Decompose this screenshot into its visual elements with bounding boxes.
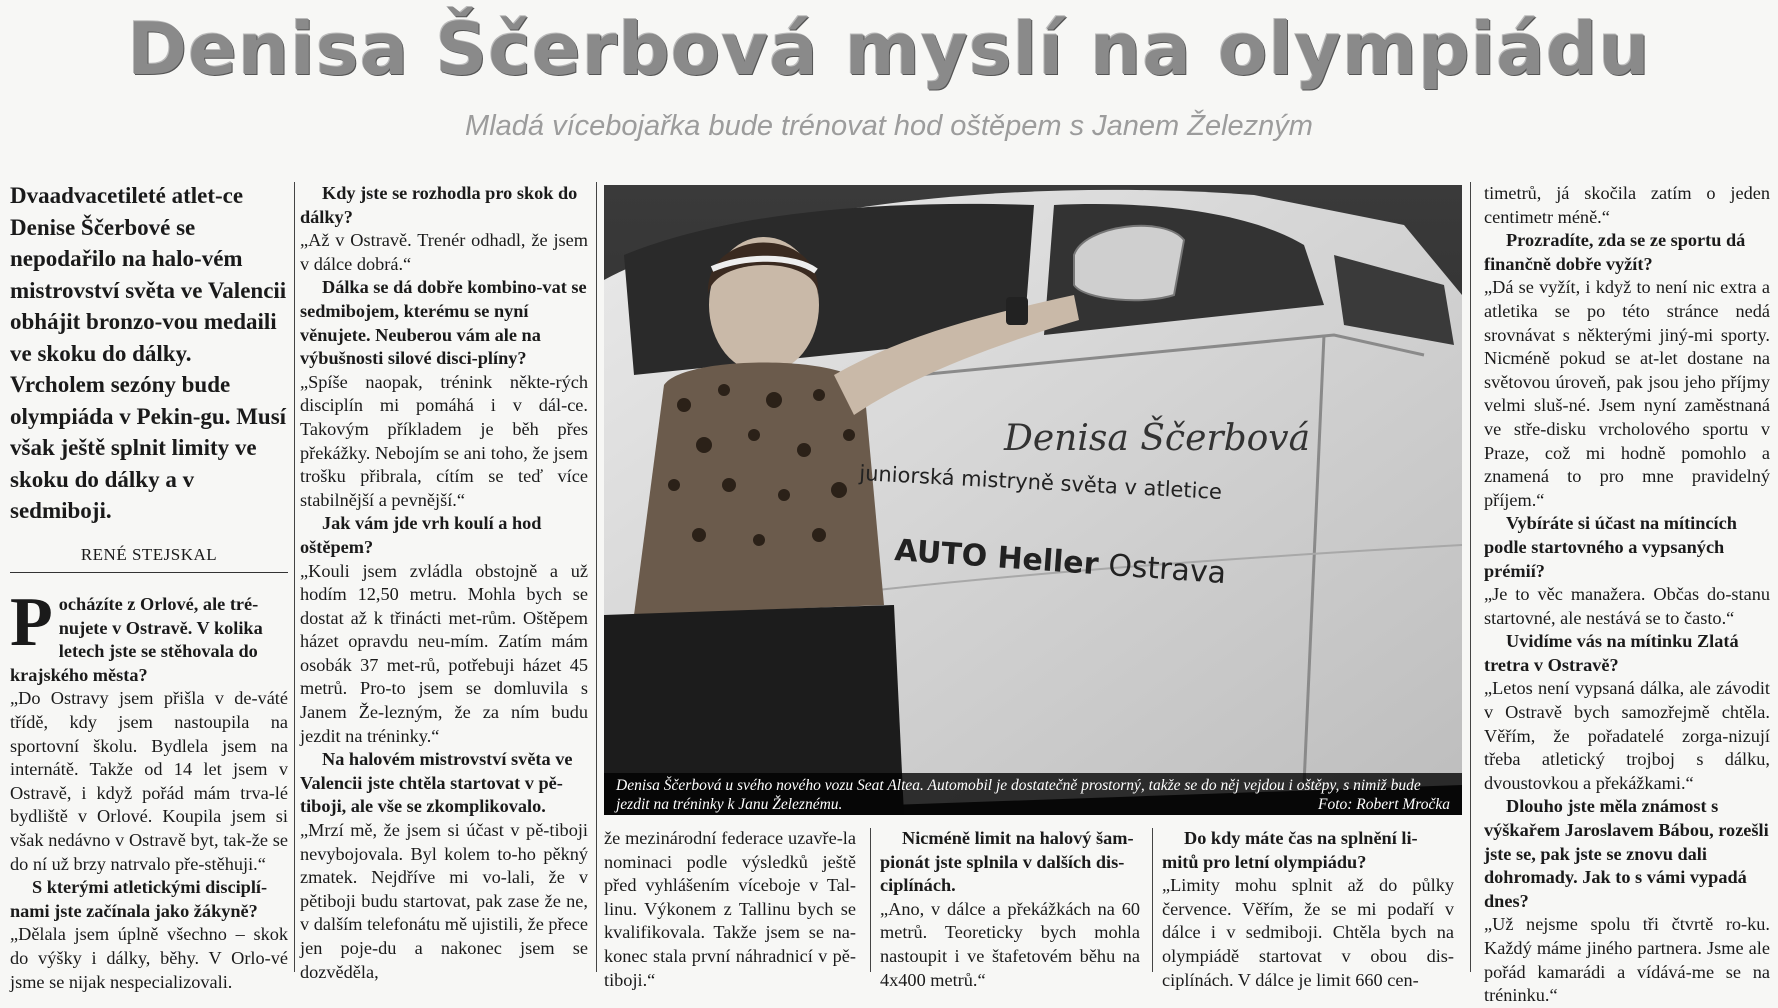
photo-caption	[604, 773, 1462, 815]
question: Do kdy máte čas na splnění li-mitů pro letní olympiádu?	[1162, 828, 1418, 872]
door-text-city: Ostrava	[1107, 548, 1228, 592]
column-4	[880, 827, 1140, 992]
drop-cap: P	[10, 584, 53, 662]
door-text-line-1: juniorská mistryně světa v atletice	[858, 461, 1223, 504]
photo-illustration	[604, 185, 1462, 815]
answer: „Spíše naopak, trénink někte-rých disciplín mi pomáhá i v dál-ce. Takovým příkladem je běh přes překážky. Nebojím se ani toho, že jsem trošku přibrala, cítím se teď více stabilnější a pevnější.“	[300, 371, 588, 510]
paragraph: že mezinárodní federace uzavře-la nominaci podle výsledků ještě před vyhlášením víceboje v Tal-linu. Výkonem z Tallinu bych se kvalifikovala. Takže jsem se na-konec stala první náhradnicí v pě-tiboji.“	[604, 828, 856, 990]
lead-paragraph: Dvaadvacetileté atlet-ce Denise Ščerbové se nepodařilo na halo-vém mistrovství světa ve Valencii obhájit bronzo-vou medaili ve skoku do dálky. Vrcholem sezóny bude olympiáda v Pekin-gu. Musí však ještě splnit limity ve skoku do dálky a v sedmiboji.	[10, 183, 287, 523]
question: Uvidíme vás na mítinku Zlatá tretra v Ostravě?	[1484, 631, 1739, 675]
answer: „Limity mohu splnit až do půlky července. Věřím, že se mi podaří v dálce i v sedmiboji. Chtěla bych na olympiádě startovat v obou dis-ciplínách. V dálce je limit 660 cen-	[1162, 875, 1454, 990]
interview-start	[10, 584, 288, 994]
column-6	[1484, 182, 1770, 1008]
answer: „Do Ostravy jsem přišla v de-váté třídě, kdy jsem nastoupila na sportovní školu. Bydlela jsem na internátě. Takže od 14 let jsem v Ostravě, i když pořád mám trva-lé bydliště v Orlové. Koupila jsem si však nedávno v Ostravě byt, tak-že se do ní už brzy natrvalo pře-stěhuji.“	[10, 688, 288, 874]
column-divider	[1470, 182, 1471, 972]
photo-credit: Foto: Robert Mročka	[1318, 796, 1450, 813]
answer: „Kouli jsem zvládla obstojně a už hodím 12,50 metru. Mohla bych se dostat až k třinácti met-rům. Oštěpem házet opravdu neu-mím. Zatím mám osobák 37 met-rů, potřebuji házet 45 metrů. Pro-to jsem se domluvila s Janem Že-lezným, že za ním budu jezdit na tréninky.“	[300, 560, 588, 746]
answer: „Mrzí mě, že jsem si účast v pě-tiboji nevybojovala. Byl kolem to-ho pěkný zmatek. Nejdříve mi vo-lali, že v pětiboji budu startovat, pak zase že ne, v dalším telefonátu mě ujistili, že přece jen poje-du a nakonec jsem se dozvěděla,	[300, 820, 588, 982]
byline: RENÉ STEJSKAL	[10, 543, 288, 574]
answer: „Je to věc manažera. Občas do-stanu startovné, ale nestává se to často.“	[1484, 584, 1770, 628]
answer: „Ano, v dálce a překážkách na 60 metrů. Teoreticky bych mohla nastoupit i ve štafetovém běhu na 4x400 metrů.“	[880, 898, 1140, 990]
answer: „Dělala jsem úplně všechno – skok do výšky i dálky, běhy. V Orlo-vé jsme se nijak nespecializovali.	[10, 924, 288, 992]
column-2	[300, 182, 588, 984]
question: Dálka se dá dobře kombino-vat se sedmibojem, kterému se nyní věnujete. Neuberou vám ale na výbušnosti silové disci-plíny?	[300, 277, 587, 369]
answer: „Dá se vyžít, i když to není nic extra a atletika se po této stránce nedá srovnávat s některými jiný-mi sporty. Nicméně pokud se at-let dostane na světovou úroveň, pak jsou jeho příjmy velmi sluš-né. Jsem nyní zaměstnaná ve stře-disku vrcholového sportu v Praze, což mi hodně pomohlo a znamená to pro mne pravidelný příjem.“	[1484, 277, 1770, 510]
answer: „Už nejsme spolu tři čtvrtě ro-ku. Každý máme jiného partnera. Jsme ale pořád kamarádi a vídává-me se na tréninku.“	[1484, 914, 1770, 1006]
question: Prozradíte, zda se ze sportu dá finančně dobře vyžít?	[1484, 230, 1746, 274]
question: ocházíte z Orlové, ale tré-nujete v Ostravě. V kolika letech jste se stěhovala do krajského města?	[10, 594, 263, 685]
column-divider	[596, 182, 597, 972]
answer: „Letos není vypsaná dálka, ale závodit v Ostravě bych samozřejmě chtěla. Věřím, že pořadatelé zorga-nizují třeba atletický trojboj s dálku, dvoustovkou a překážkami.“	[1484, 678, 1770, 793]
question: S kterými atletickými disciplí-nami jste začínala jako žákyně?	[10, 877, 268, 921]
question: Jak vám jde vrh koulí a hod oštěpem?	[300, 513, 542, 557]
answer: timetrů, já skočila zatím o jeden centimetr méně.“	[1484, 183, 1770, 227]
question: Dlouho jste měla známost s výškařem Jaroslavem Bábou, rozešli jste se, pak jste se znovu dali dohromady. Jak to s vámi vypadá dnes?	[1484, 796, 1769, 911]
signature: Denisa Ščerbová	[1004, 418, 1311, 459]
headline: Denisa Ščerbová myslí na olympiádu	[127, 7, 1651, 91]
column-divider	[870, 828, 871, 972]
question: Vybíráte si účast na mítincích podle startovného a vypsaných prémií?	[1484, 513, 1737, 581]
caption-text: Denisa Ščerbová u svého nového vozu Seat Altea. Automobil je dostatečně prostorný, takže se do něj vejdou i oštěpy, s nimiž bude jezdit na tréninky k Janu Železnému.	[616, 777, 1421, 813]
column-5	[1162, 827, 1454, 992]
answer: „Až v Ostravě. Trenér odhadl, že jsem v dálce dobrá.“	[300, 230, 588, 274]
question: Nicméně limit na halový šam-pionát jste splnila v dalších dis-ciplínách.	[880, 828, 1134, 896]
car-photo	[604, 185, 1462, 815]
column-divider	[1152, 828, 1153, 972]
question: Kdy jste se rozhodla pro skok do dálky?	[300, 183, 578, 227]
column-divider	[294, 182, 295, 972]
column-3	[604, 827, 856, 992]
door-text-brand: AUTO Heller	[893, 533, 1100, 583]
column-1	[10, 180, 288, 994]
question: Na halovém mistrovství světa ve Valencii jste chtěla startovat v pě-tiboji, ale vše se zkomplikovalo.	[300, 749, 573, 817]
subheadline: Mladá vícebojařka bude trénovat hod oštěpem s Janem Železným	[465, 110, 1313, 142]
